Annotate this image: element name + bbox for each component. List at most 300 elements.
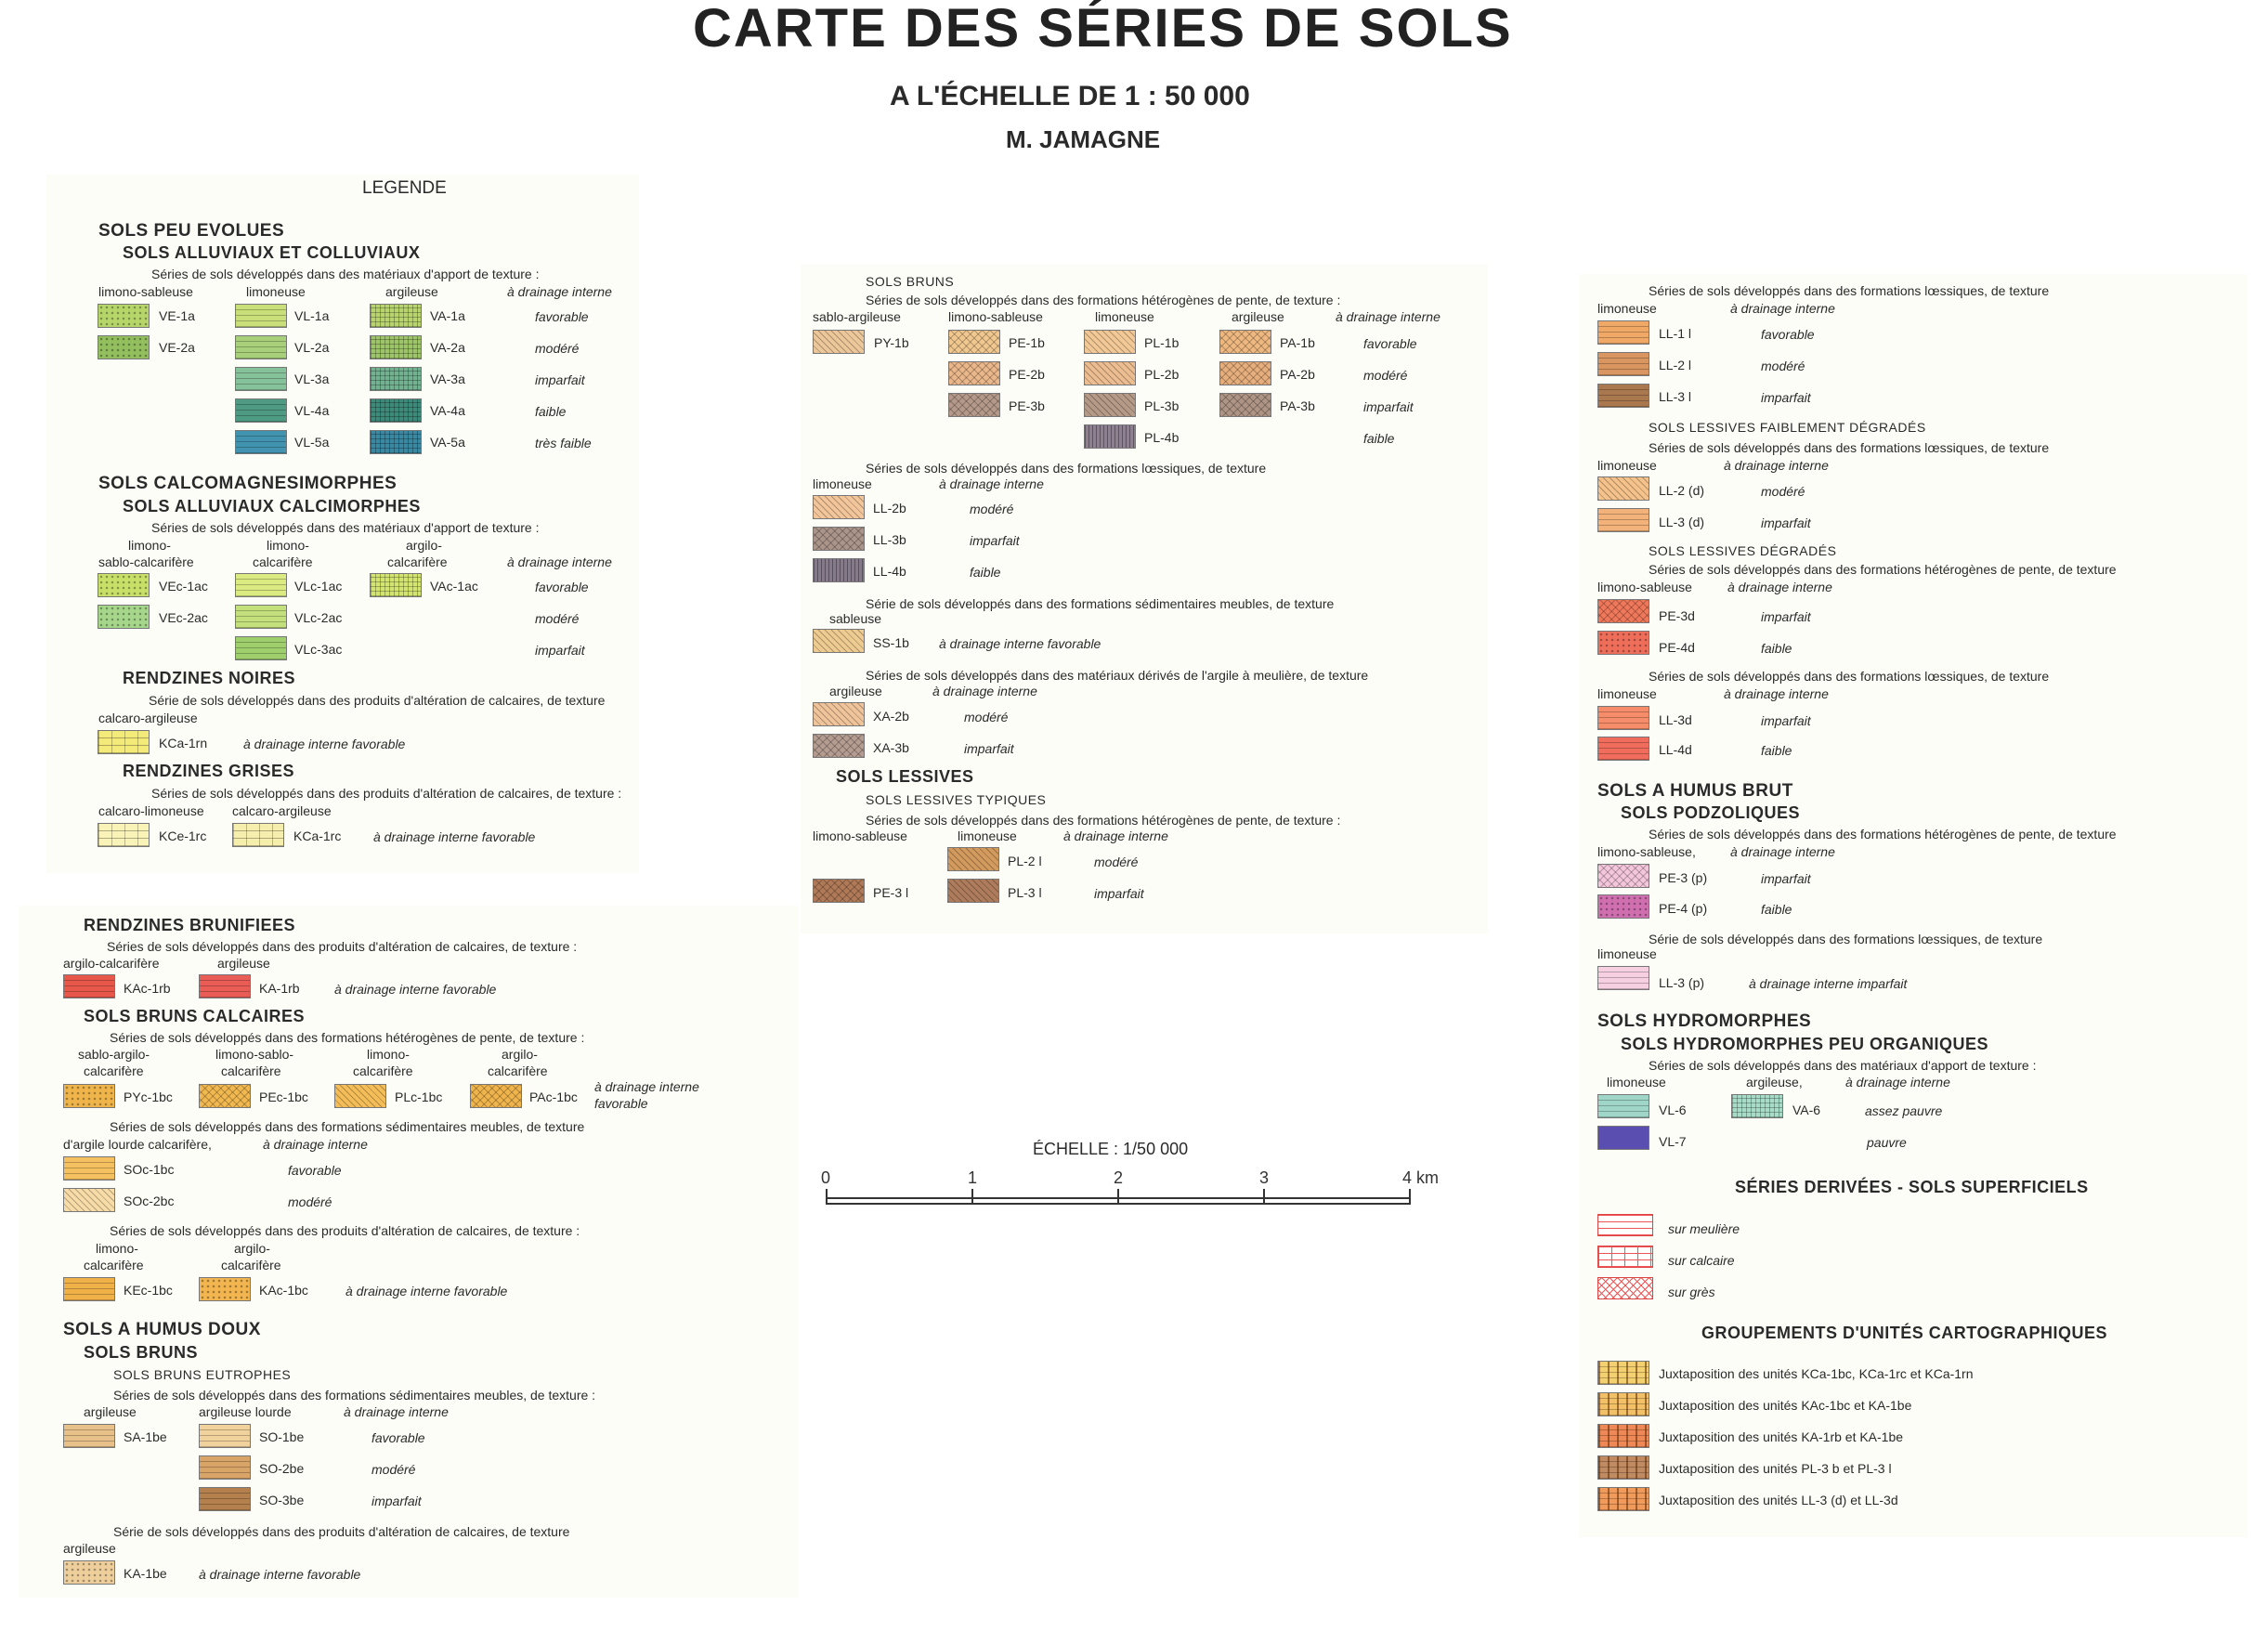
drainage-favorable-full: à drainage interne favorable: [939, 636, 1101, 651]
subsection-bruns-eutrophes: SOLS BRUNS EUTROPHES: [113, 1367, 292, 1382]
texture-header: calcarifère: [387, 555, 448, 569]
swatch-VLc-2ac: [235, 605, 287, 629]
swatch-PL-3l: [947, 879, 999, 903]
swatch-PL-4b: [1084, 424, 1136, 449]
drainage-favorable: favorable: [288, 1163, 342, 1178]
swatch-VL-6: [1597, 1094, 1649, 1118]
series-description: Séries de sols développés dans des matériaux d'apport de texture :: [151, 520, 540, 535]
drainage-modere: modéré: [1094, 855, 1139, 869]
series-description: Séries de sols développés dans des formations hétérogènes de pente, de texture :: [110, 1030, 585, 1045]
drainage-modere: modéré: [288, 1194, 332, 1209]
swatch-VL-1a: [235, 304, 287, 328]
series-description: Séries de sols développés dans des formations lœssiques, de texture: [1649, 669, 2050, 684]
code-LL-2b: LL-2b: [873, 501, 906, 515]
texture-header: argileuse,: [1746, 1075, 1803, 1090]
texture-header: calcarifère: [84, 1063, 144, 1078]
swatch-PE-4p: [1597, 894, 1649, 919]
drainage-imparfait: imparfait: [535, 643, 585, 658]
scale-label: ÉCHELLE : 1/50 000: [1033, 1140, 1189, 1158]
map-author: M. JAMAGNE: [1006, 125, 1161, 153]
subsection-faiblement-degrades: SOLS LESSIVES FAIBLEMENT DÉGRADÉS: [1649, 420, 1926, 435]
series-description: Séries de sols développés dans des matériaux d'apport de texture :: [1649, 1058, 2037, 1073]
drainage-faible: faible: [1761, 743, 1792, 758]
swatch-PE-3d: [1597, 599, 1649, 623]
texture-header: limono-sableuse: [948, 309, 1043, 324]
drainage-modere: modéré: [535, 611, 580, 626]
swatch-PLc-1bc: [334, 1084, 386, 1108]
code-VL-3a: VL-3a: [294, 372, 330, 386]
code-VA-5a: VA-5a: [430, 435, 465, 450]
series-description: Séries de sols développés dans des matériaux dérivés de l'argile à meulière, de texture: [866, 668, 1369, 683]
code-SOc-1bc: SOc-1bc: [124, 1162, 175, 1177]
code-VEc-1ac: VEc-1ac: [159, 579, 208, 594]
code-VE-2a: VE-2a: [159, 340, 195, 355]
code-VE-1a: VE-1a: [159, 308, 195, 323]
code-PL-3l: PL-3 l: [1008, 885, 1042, 900]
code-KEc-1bc: KEc-1bc: [124, 1283, 173, 1298]
code-PEc-1bc: PEc-1bc: [259, 1090, 308, 1104]
code-VL-5a: VL-5a: [294, 435, 330, 450]
section-humus-doux: SOLS A HUMUS DOUX: [63, 1320, 261, 1339]
drainage-header: à drainage interne: [932, 684, 1037, 698]
code-VAc-1ac: VAc-1ac: [430, 579, 478, 594]
drainage-header: à drainage interne: [1730, 301, 1835, 316]
drainage-favorable: favorable: [535, 309, 589, 324]
texture-header: limono-sableuse: [98, 284, 193, 299]
code-PE-4d: PE-4d: [1659, 640, 1695, 655]
swatch-KCa-1rn: [98, 730, 150, 754]
series-description: Série de sols développés dans des formations lœssiques, de texture: [1649, 932, 2043, 946]
texture-header: argileuse: [217, 956, 270, 971]
drainage-imparfait: imparfait: [1761, 515, 1811, 530]
swatch-LL-3d-paren: [1597, 508, 1649, 532]
swatch-SO-3be: [199, 1487, 251, 1511]
drainage-header: à drainage interne: [939, 476, 1044, 491]
drainage-tres-faible: très faible: [535, 436, 592, 450]
swatch-KEc-1bc: [63, 1277, 115, 1301]
drainage-faible: faible: [1363, 431, 1395, 446]
code-PL-4b: PL-4b: [1144, 430, 1180, 445]
texture-header: calcaro-argileuse: [232, 803, 332, 818]
drainage-faible: faible: [970, 565, 1001, 580]
texture-header: sableuse: [829, 611, 882, 626]
code-VA-2a: VA-2a: [430, 340, 465, 355]
texture-header: argilo-calcarifère: [63, 956, 160, 971]
texture-header: calcarifère: [353, 1063, 413, 1078]
drainage-imparfait: imparfait: [1761, 609, 1811, 624]
subsection-podzoliques: SOLS PODZOLIQUES: [1621, 803, 1801, 822]
code-KA-1rb: KA-1rb: [259, 981, 300, 996]
swatch-SOc-2bc: [63, 1188, 115, 1212]
texture-header: sablo-calcarifère: [98, 555, 194, 569]
drainage-modere: modéré: [371, 1462, 416, 1477]
drainage-favorable-full: à drainage interne favorable: [345, 1284, 508, 1298]
drainage-favorable: favorable: [1761, 327, 1815, 342]
swatch-PE-3p: [1597, 864, 1649, 888]
swatch-groupement-1: [1597, 1361, 1649, 1385]
texture-header: limono-: [367, 1047, 410, 1062]
drainage-favorable-full: à drainage interne favorable: [199, 1567, 361, 1582]
drainage-imparfait: imparfait: [1363, 399, 1414, 414]
texture-header: argileuse: [385, 284, 438, 299]
texture-header: limoneuse: [246, 284, 306, 299]
code-VA-1a: VA-1a: [430, 308, 465, 323]
texture-header: calcarifère: [221, 1258, 281, 1272]
code-SO-3be: SO-3be: [259, 1493, 305, 1507]
texture-header: calcarifère: [84, 1258, 144, 1272]
series-description: Série de sols développés dans des produits d'altération de calcaires, de texture: [149, 693, 606, 708]
swatch-PL-1b: [1084, 330, 1136, 354]
texture-header: limoneuse: [958, 829, 1017, 843]
swatch-PA-1b: [1219, 330, 1271, 354]
scale-bar: [817, 1161, 1440, 1226]
texture-header: limoneuse: [1597, 458, 1657, 473]
subsection-sols-bruns: SOLS BRUNS: [84, 1343, 199, 1362]
swatch-LL-4d: [1597, 737, 1649, 761]
code-KAc-1bc: KAc-1bc: [259, 1283, 308, 1298]
swatch-PL-2b: [1084, 361, 1136, 385]
drainage-modere: modéré: [970, 502, 1014, 516]
drainage-imparfait: imparfait: [1761, 390, 1811, 405]
texture-header: argileuse: [84, 1404, 137, 1419]
drainage-favorable: favorable: [371, 1430, 425, 1445]
drainage-imparfait: imparfait: [535, 372, 585, 387]
drainage-modere: modéré: [1761, 359, 1805, 373]
drainage-faible: faible: [1761, 641, 1792, 656]
code-LL-4b: LL-4b: [873, 564, 906, 579]
swatch-PE-3b: [948, 393, 1000, 417]
code-PAc-1bc: PAc-1bc: [529, 1090, 578, 1104]
subsection-hydro-peu-organiques: SOLS HYDROMORPHES PEU ORGANIQUES: [1621, 1035, 1989, 1053]
swatch-PE-2b: [948, 361, 1000, 385]
code-XA-2b: XA-2b: [873, 709, 909, 724]
texture-header: limono-sablo-: [215, 1047, 294, 1062]
swatch-LL-3b: [813, 527, 865, 551]
swatch-VA-5a: [370, 430, 422, 454]
texture-header: argileuse lourde: [199, 1404, 292, 1419]
code-KCa-1rn: KCa-1rn: [159, 736, 208, 750]
code-XA-3b: XA-3b: [873, 740, 909, 755]
code-KCa-1rc: KCa-1rc: [293, 829, 342, 843]
swatch-LL-3d: [1597, 706, 1649, 730]
swatch-SA-1be: [63, 1424, 115, 1448]
drainage-imparfait: imparfait: [1761, 871, 1811, 886]
swatch-LL-3p: [1597, 966, 1649, 990]
swatch-VL-7: [1597, 1126, 1649, 1150]
code-SA-1be: SA-1be: [124, 1429, 167, 1444]
code-PE-2b: PE-2b: [1009, 367, 1045, 382]
subsection-degrades: SOLS LESSIVES DÉGRADÉS: [1649, 543, 1837, 558]
swatch-VA-4a: [370, 398, 422, 423]
swatch-KCe-1rc: [98, 823, 150, 847]
drainage-assez-pauvre: assez pauvre: [1865, 1103, 1943, 1118]
drainage-imparfait: imparfait: [1761, 713, 1811, 728]
code-PE-3l: PE-3 l: [873, 885, 909, 900]
series-description: Séries de sols développés dans des formations lœssiques, de texture: [1649, 283, 2050, 298]
scale-tick-0: 0: [821, 1168, 831, 1187]
code-KA-1be: KA-1be: [124, 1566, 167, 1581]
swatch-VL-3a: [235, 367, 287, 391]
swatch-PA-3b: [1219, 393, 1271, 417]
texture-header: limoneuse: [1095, 309, 1154, 324]
drainage-modere: modéré: [1761, 484, 1805, 499]
code-PA-1b: PA-1b: [1280, 335, 1315, 350]
code-PA-2b: PA-2b: [1280, 367, 1315, 382]
series-description: Séries de sols développés dans des matériaux d'apport de texture :: [151, 267, 540, 281]
derivee-sur-calcaire: sur calcaire: [1668, 1253, 1735, 1268]
swatch-LL-2d: [1597, 476, 1649, 501]
texture-header: limoneuse: [813, 476, 872, 491]
code-VLc-3ac: VLc-3ac: [294, 642, 343, 657]
drainage-header: à drainage interne: [507, 555, 612, 569]
texture-header: calcarifère: [253, 555, 313, 569]
swatch-LL-1l: [1597, 320, 1649, 345]
swatch-sur-gres: [1597, 1277, 1653, 1299]
code-KAc-1rb: KAc-1rb: [124, 981, 171, 996]
drainage-header: à drainage interne: [507, 284, 612, 299]
section-bruns-calcaires: SOLS BRUNS CALCAIRES: [84, 1007, 306, 1025]
texture-header: argilo-: [234, 1241, 270, 1256]
scale-tick-2: 2: [1114, 1168, 1124, 1187]
code-KCe-1rc: KCe-1rc: [159, 829, 207, 843]
swatch-XA-2b: [813, 702, 865, 726]
code-PY-1b: PY-1b: [874, 335, 909, 350]
code-VL-2a: VL-2a: [294, 340, 330, 355]
drainage-modere: modéré: [964, 710, 1009, 724]
groupement-5: Juxtaposition des unités LL-3 (d) et LL-3d: [1659, 1493, 1898, 1507]
code-PE-3p: PE-3 (p): [1659, 870, 1708, 885]
drainage-favorable: favorable: [535, 580, 589, 594]
drainage-favorable-full: à drainage interne favorable: [334, 982, 497, 997]
texture-header: limoneuse: [1597, 301, 1657, 316]
scale-tick-1: 1: [968, 1168, 978, 1187]
code-LL-2l: LL-2 l: [1659, 358, 1692, 372]
swatch-groupement-2: [1597, 1392, 1649, 1416]
series-description: Séries de sols développés dans des formations hétérogènes de pente, de texture :: [866, 293, 1341, 307]
swatch-LL-2b: [813, 495, 865, 519]
swatch-PY-1b: [813, 330, 865, 354]
code-LL-1l: LL-1 l: [1659, 326, 1692, 341]
drainage-modere: modéré: [1363, 368, 1408, 383]
code-PE-3b: PE-3b: [1009, 398, 1045, 413]
texture-header: argileuse: [829, 684, 882, 698]
drainage-header: à drainage interne: [1724, 458, 1829, 473]
texture-header: argilo-: [502, 1047, 538, 1062]
texture-header: calcaro-argileuse: [98, 711, 198, 725]
code-VLc-1ac: VLc-1ac: [294, 579, 343, 594]
series-description: Séries de sols développés dans des produits d'altération de calcaires, de texture :: [110, 1223, 580, 1238]
swatch-XA-3b: [813, 734, 865, 758]
texture-header: limoneuse: [1597, 686, 1657, 701]
swatch-PYc-1bc: [63, 1084, 115, 1108]
swatch-VA-3a: [370, 367, 422, 391]
swatch-SS-1b: [813, 629, 865, 653]
swatch-KA-1be: [63, 1560, 115, 1585]
groupement-1: Juxtaposition des unités KCa-1bc, KCa-1rc et KCa-1rn: [1659, 1366, 1974, 1381]
code-VA-3a: VA-3a: [430, 372, 465, 386]
texture-header: limoneuse: [1597, 946, 1657, 961]
swatch-PE-4d: [1597, 631, 1649, 655]
code-VEc-2ac: VEc-2ac: [159, 610, 208, 625]
swatch-PA-2b: [1219, 361, 1271, 385]
texture-header: limono-sableuse: [813, 829, 907, 843]
series-description: Séries de sols développés dans des formations hétérogènes de pente, de texture: [1649, 827, 2117, 842]
texture-header: sablo-argilo-: [78, 1047, 150, 1062]
code-SOc-2bc: SOc-2bc: [124, 1194, 175, 1208]
texture-header: argileuse: [63, 1541, 116, 1556]
swatch-VL-2a: [235, 335, 287, 359]
swatch-SO-1be: [199, 1424, 251, 1448]
swatch-PEc-1bc: [199, 1084, 251, 1108]
swatch-PE-3l: [813, 879, 865, 903]
code-VA-4a: VA-4a: [430, 403, 465, 418]
code-LL-3d: LL-3d: [1659, 712, 1692, 727]
texture-header: limono-: [128, 538, 171, 553]
swatch-PE-1b: [948, 330, 1000, 354]
code-VLc-2ac: VLc-2ac: [294, 610, 343, 625]
section-calcomagnesimorphes: SOLS CALCOMAGNESIMORPHES: [98, 474, 398, 493]
code-PE-1b: PE-1b: [1009, 335, 1045, 350]
swatch-VL-4a: [235, 398, 287, 423]
drainage-header: à drainage interne: [1063, 829, 1168, 843]
texture-header: limono-: [267, 538, 309, 553]
texture-header: calcaro-limoneuse: [98, 803, 204, 818]
drainage-favorable-full: à drainage interne favorable: [243, 737, 406, 751]
groupement-4: Juxtaposition des unités PL-3 b et PL-3 l: [1659, 1461, 1892, 1476]
swatch-SOc-1bc: [63, 1156, 115, 1181]
code-PL-2l: PL-2 l: [1008, 854, 1042, 868]
series-description: Série de sols développés dans des produits d'altération de calcaires, de texture: [113, 1524, 570, 1539]
drainage-imparfait: imparfait: [964, 741, 1014, 756]
texture-header: sablo-argileuse: [813, 309, 901, 324]
texture-header: limono-sableuse: [1597, 580, 1692, 594]
legend-heading: LEGENDE: [362, 178, 447, 198]
swatch-VEc-2ac: [98, 605, 150, 629]
swatch-SO-2be: [199, 1455, 251, 1480]
code-PL-3b: PL-3b: [1144, 398, 1180, 413]
drainage-pauvre: pauvre: [1867, 1135, 1907, 1150]
drainage-imparfait: imparfait: [970, 533, 1020, 548]
series-description: Séries de sols développés dans des formations hétérogènes de pente, de texture :: [866, 813, 1341, 828]
drainage-favorable-full: à drainage interne favorable: [373, 829, 536, 844]
texture-header: argileuse: [1232, 309, 1284, 324]
code-SS-1b: SS-1b: [873, 635, 909, 650]
code-VA-6: VA-6: [1792, 1103, 1821, 1117]
series-description: Séries de sols développés dans des produits d'altération de calcaires, de texture :: [151, 786, 622, 801]
swatch-VE-2a: [98, 335, 150, 359]
swatch-KCa-1rc: [232, 823, 284, 847]
section-rendzines-brunifiees: RENDZINES BRUNIFIEES: [84, 916, 296, 934]
section-peu-evolues: SOLS PEU EVOLUES: [98, 221, 285, 241]
code-PL-1b: PL-1b: [1144, 335, 1180, 350]
code-PL-2b: PL-2b: [1144, 367, 1180, 382]
code-PE-4p: PE-4 (p): [1659, 901, 1708, 916]
drainage-header: à drainage interne: [1724, 686, 1829, 701]
scale-tick-4: 4 km: [1402, 1168, 1440, 1187]
code-VL-1a: VL-1a: [294, 308, 330, 323]
swatch-VEc-1ac: [98, 573, 150, 597]
code-VL-4a: VL-4a: [294, 403, 330, 418]
drainage-header: à drainage interne: [1730, 844, 1835, 859]
code-LL-4d: LL-4d: [1659, 742, 1692, 757]
code-PLc-1bc: PLc-1bc: [395, 1090, 443, 1104]
swatch-KA-1rb: [199, 974, 251, 998]
texture-header: calcarifère: [221, 1063, 281, 1078]
drainage-imparfait: imparfait: [1094, 886, 1144, 901]
derivee-sur-meuliere: sur meulière: [1668, 1221, 1740, 1236]
code-PE-3d: PE-3d: [1659, 608, 1695, 623]
swatch-VA-6: [1731, 1094, 1783, 1118]
section-humus-brut: SOLS A HUMUS BRUT: [1597, 781, 1793, 801]
code-PA-3b: PA-3b: [1280, 398, 1315, 413]
drainage-header: à drainage interne: [594, 1079, 699, 1094]
code-LL-3l: LL-3 l: [1659, 389, 1692, 404]
swatch-groupement-5: [1597, 1487, 1649, 1511]
swatch-LL-4b: [813, 558, 865, 582]
subsection-sols-bruns: SOLS BRUNS: [866, 274, 955, 289]
swatch-groupement-4: [1597, 1455, 1649, 1480]
texture-header: d'argile lourde calcarifère,: [63, 1137, 212, 1152]
drainage-imparfait: imparfait: [371, 1494, 422, 1508]
series-description: Séries de sols développés dans des formations sédimentaires meubles, de texture :: [113, 1388, 596, 1403]
series-description: Série de sols développés dans des formations sédimentaires meubles, de texture: [866, 596, 1335, 611]
texture-header: limono-sableuse,: [1597, 844, 1696, 859]
section-series-derivees: SÉRIES DERIVÉES - SOLS SUPERFICIELS: [1735, 1178, 2089, 1196]
code-PYc-1bc: PYc-1bc: [124, 1090, 173, 1104]
series-description: Séries de sols développés dans des produits d'altération de calcaires, de texture :: [107, 939, 578, 954]
scale-tick-3: 3: [1259, 1168, 1270, 1187]
drainage-header: à drainage interne: [1845, 1075, 1950, 1090]
code-SO-2be: SO-2be: [259, 1461, 305, 1476]
swatch-VL-5a: [235, 430, 287, 454]
swatch-groupement-3: [1597, 1424, 1649, 1448]
swatch-LL-2l: [1597, 352, 1649, 376]
swatch-LL-3l: [1597, 384, 1649, 408]
drainage-header: à drainage interne: [1727, 580, 1832, 594]
drainage-favorable: favorable: [1363, 336, 1417, 351]
series-description: Séries de sols développés dans des formations hétérogènes de pente, de texture: [1649, 562, 2117, 577]
drainage-header: à drainage interne: [1336, 309, 1440, 324]
drainage-header: à drainage interne: [263, 1137, 368, 1152]
drainage-favorable: favorable: [594, 1096, 648, 1111]
swatch-PL-3b: [1084, 393, 1136, 417]
section-sols-lessives: SOLS LESSIVES: [836, 767, 974, 786]
code-LL-3p: LL-3 (p): [1659, 975, 1705, 990]
drainage-faible: faible: [1761, 902, 1792, 917]
drainage-imparfait-full: à drainage interne imparfait: [1749, 976, 1908, 991]
subsection-alluviaux-calcimorphes: SOLS ALLUVIAUX CALCIMORPHES: [123, 497, 421, 515]
subsection-alluviaux-colluviaux: SOLS ALLUVIAUX ET COLLUVIAUX: [123, 243, 421, 262]
swatch-VA-2a: [370, 335, 422, 359]
texture-header: argilo-: [406, 538, 442, 553]
code-SO-1be: SO-1be: [259, 1429, 305, 1444]
drainage-header: à drainage interne: [344, 1404, 449, 1419]
drainage-faible: faible: [535, 404, 567, 419]
swatch-KAc-1rb: [63, 974, 115, 998]
swatch-PL-2l: [947, 847, 999, 871]
swatch-VA-1a: [370, 304, 422, 328]
section-hydromorphes: SOLS HYDROMORPHES: [1597, 1011, 1812, 1031]
derivee-sur-gres: sur grès: [1668, 1285, 1715, 1299]
subsection-lessives-typiques: SOLS LESSIVES TYPIQUES: [866, 792, 1047, 807]
swatch-VAc-1ac: [370, 573, 422, 597]
map-scale-subtitle: A L'ÉCHELLE DE 1 : 50 000: [890, 81, 1250, 111]
code-LL-2d: LL-2 (d): [1659, 483, 1705, 498]
map-title: CARTE DES SÉRIES DE SOLS: [693, 0, 1513, 59]
swatch-VLc-1ac: [235, 573, 287, 597]
swatch-KAc-1bc: [199, 1277, 251, 1301]
groupement-2: Juxtaposition des unités KAc-1bc et KA-1be: [1659, 1398, 1912, 1413]
